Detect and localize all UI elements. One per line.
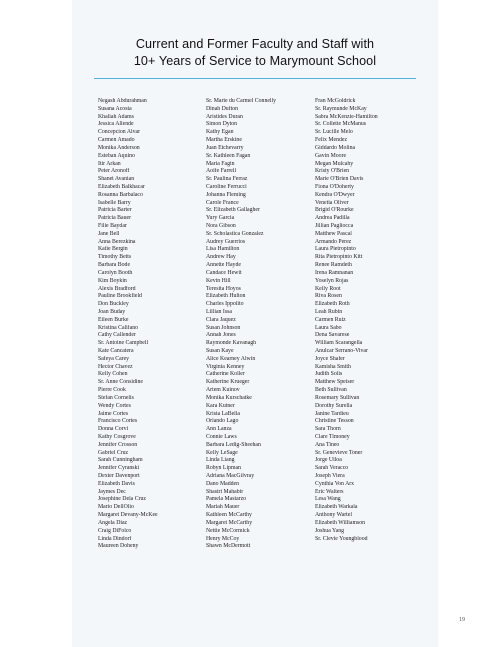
name-entry: Khaliah Adams [98,113,134,120]
name-entry: Timothy Betts [98,254,132,261]
names-column-2 [206,98,318,551]
name-entry: Renee Ramdeth [315,262,352,269]
name-entry: Kara Kutner [206,402,235,409]
name-entry: Jane Bell [98,230,120,237]
name-entry: Kate Cancatera [98,348,134,354]
name-entry: Elizabeth Warkala [315,504,358,511]
name-entry: Kelly Root [315,285,341,292]
name-entry: Kristina Califano [98,324,139,331]
name-entry: Kamisha Smith [315,363,351,370]
page-number: 19 [459,617,465,623]
name-entry: Isabelle Barry [98,199,131,206]
name-entry: Susana Acosta [98,105,132,112]
name-entry: Carmen Ruiz [315,316,346,323]
name-entry: Annah Jones [206,332,236,339]
name-entry: Connie Laws [206,433,237,440]
name-entry: Shanet Avanian [98,176,135,183]
name-entry: Jennifer Crosson [98,441,138,448]
name-entry: Kathy Egan [206,129,234,136]
name-entry: Clara Jaquez [206,316,236,323]
name-entry: Raymonde Kavanagh [206,340,257,347]
name-entry: Annette Hayde [206,262,241,269]
name-entry: Patricia Bauer [98,215,131,222]
name-entry: Jennifer Cyranski [98,465,140,472]
name-entry: Virginia Kenney [206,363,245,370]
name-entry: Elizabeth Williamson [315,519,366,526]
name-entry: Katherine Krueger [206,379,250,386]
name-entry: Riva Rosen [315,293,342,300]
name-entry: Gavin Moore [315,152,347,159]
name-entry: Jessica Allende [98,121,134,128]
name-entry: Fran McGoldrick [315,98,356,104]
name-entry: Joan Buday [98,308,126,315]
name-entry: Monika Kurschatke [206,394,252,401]
name-entry: Safeya Carey [98,355,130,362]
name-entry: Katie Bergin [98,246,128,253]
name-entry: Peter Aronoff [98,168,130,175]
name-entry: Itir Arkan [98,160,121,167]
name-entry: Irena Ramnanan [315,269,354,276]
name-entry: Wendy Cortes [98,402,131,409]
name-entry: Angela Diaz [98,519,128,526]
name-entry: William Scarangella [315,340,363,347]
name-entry: Jaime Cortes [98,410,129,417]
name-entry: Juan Etchevarry [206,144,244,151]
name-entry: Pierre Cook [98,387,126,394]
name-entry: Sabra McKenzie-Hamilton [315,113,378,120]
name-entry: Yoselyn Rojas [315,277,349,284]
name-entry: Mariah Mauer [206,504,240,511]
title-line-1: Current and Former Faculty and Staff with [135,37,375,51]
name-entry: Krista LaBella [206,410,240,417]
name-entry: Judith Solis [315,371,343,378]
name-entry: Henry McCoy [206,535,240,542]
name-entry: Ana Tineo [315,441,340,448]
names-column-3 [315,98,427,543]
name-entry: Sr. Marie du Carmel Connelly [206,98,277,104]
name-entry: Giddardo Molina [315,144,356,151]
name-entry: Pauline Brookfield [98,293,142,300]
name-entry: Filie Baydar [98,223,127,229]
name-entry: Linda Dindorf [98,535,132,542]
name-entry: Anna Berezkina [98,238,136,245]
name-entry: Candace Hewit [206,269,242,276]
name-entry: Maureen Doheny [98,543,139,550]
name-entry: Laura Sabo [315,324,342,331]
name-entry: Yury Garcia [206,215,235,222]
name-entry: Sr. Clevie Youngblood [315,535,368,542]
name-entry: Linda Liang [206,457,235,464]
name-entry: Alexis Bradford [98,285,136,292]
name-entry: Sr. Kathleen Fagan [206,152,251,159]
name-entry: Kelly Cohen [98,371,128,378]
name-entry: Barbara Bode [98,262,131,269]
name-entry: Shastri Mahabir [206,488,244,495]
name-entry: Lillian Issa [206,308,232,315]
name-entry: Adriana MacGilvray [206,473,255,479]
name-entry: Susan Kaye [206,348,234,354]
name-entry: Gabriel Cruz [98,449,129,456]
name-entry: Charles Ippolito [206,301,244,308]
name-entry: Donna Corvi [98,426,129,433]
name-entry: Fiona O'Doherty [315,183,354,190]
name-entry: Cathy Callender [98,332,136,339]
name-entry: Dano Madden [206,480,240,487]
name-entry: Sr. Raymunde McKay [315,105,367,112]
name-entry: Marie O'Brien Davis [315,176,364,183]
name-entry: Andrea Padilla [315,215,350,222]
names-column-1 [98,98,210,551]
name-entry: Sr. Antoine Campbell [98,340,149,347]
name-entry: Jillian Pagliocca [315,223,354,229]
name-entry: Venetia Oliver [315,199,349,206]
name-entry: Rosemary Sullivan [315,394,360,401]
name-entry: Joseph Viera [315,473,345,479]
name-entry: Elizabeth Balkhacar [98,183,145,190]
name-entry: Elizabeth Hulton [206,293,246,300]
name-entry: Barbara Ledig-Sheehan [206,441,261,448]
name-entry: Kelly LeSage [206,449,238,456]
name-entry: Matthew Pascal [315,230,352,237]
name-entry: Robyn Lipman [206,465,241,472]
name-entry: Sara Thorn [315,426,341,433]
name-entry: Shawn McDermott [206,543,251,550]
name-entry: Joshua Yang [315,527,344,534]
name-entry: Felix Mendez [315,137,348,144]
name-entry: Cynthia Von Arx [315,480,355,487]
name-entry: Francisco Cortes [98,418,138,425]
name-entry: Orlando Lago [206,418,239,425]
name-entry: Kim Boykin [98,277,127,284]
name-entry: Ann Lanza [206,426,232,433]
name-entry: Esteban Aquino [98,152,135,159]
name-entry: Pamela Mastarzo [206,496,247,503]
name-entry: Janine Tardieu [315,410,349,417]
name-entry: Alice Kearney Alwin [206,355,256,362]
name-entry: Aoife Farrell [206,168,237,175]
name-entry: Susan Johnson [206,324,241,331]
name-entry: Leah Rubin [315,308,343,315]
name-entry: Sr. Scholastica Gonzalez [206,230,264,237]
name-entry: Mario DellOlio [98,504,134,511]
name-entry: Craig DiFolco [98,527,132,534]
name-entry: Monika Anderson [98,144,140,151]
name-entry: Johanna Fleming [206,191,246,198]
name-entry: Patricia Barter [98,207,132,214]
name-entry: Margaret Devany-McKee [98,512,158,519]
name-entry: Audrey Guerrios [206,238,246,245]
title-line-2: 10+ Years of Service to Marymount School [133,54,377,68]
name-entry: Elizabeth Roth [315,301,350,308]
name-entry: Artem Kuinov [206,387,240,394]
name-entry: Clare Timoney [315,433,350,440]
name-entry: Brigid O'Rourke [315,207,354,214]
name-entry: Dorothy Surella [315,402,353,409]
name-entry: Sarah Veracco [315,465,349,472]
name-entry: Concepcion Alvar [98,129,141,136]
name-entry: Dexter Davenport [98,473,140,479]
name-entry: Teresita Hoyos [206,285,241,292]
name-entry: Kendra O'Dwyer [315,191,355,198]
name-entry: Kathleen McCarthy [206,512,252,519]
name-entry: Catherine Koller [206,371,245,378]
name-entry: Laura Pietropinto [315,246,356,253]
name-entry: Sr. Collette McManus [315,121,367,128]
name-entry: Anulcar Serrano-Vivar [315,348,368,354]
name-entry: Negash Abdurahman [98,98,147,104]
name-entry: Kristy O'Brien [315,168,350,175]
name-entry: Nettie McCormick [206,527,250,534]
name-entry: Armando Perez [315,238,352,245]
name-entry: Lesa Wang [315,496,341,503]
name-entry: Eric Walters [315,488,344,495]
name-entry: Sarah Cunningham [98,457,143,464]
name-entry: Hector Chavez [98,363,133,370]
name-entry: Lisa Hamilton [206,246,240,253]
name-entry: Josephine Dela Cruz [98,496,146,503]
name-entry: Carmen Amado [98,137,135,144]
name-entry: Joyce Shafer [315,355,345,362]
name-entry: Margaret McCarthy [206,519,253,526]
name-entry: Jaymes Dec [98,488,126,495]
name-entry: Caroline Ferrucci [206,183,247,190]
name-entry: Carolyn Booth [98,269,133,276]
name-entry: Rita Pietropinto Kitt [315,254,363,261]
name-entry: Rosanna Barbalaco [98,191,143,198]
name-entry: Nora Gibson [206,223,236,229]
name-entry: Aristides Duran [206,113,243,120]
name-entry: Dena Savarese [315,332,350,339]
name-entry: Sr. Elizabeth Gallagher [206,207,260,214]
page-title [72,36,438,70]
name-entry: Eileen Burke [98,316,129,323]
name-entry: Jorge Ulloa [315,457,342,464]
name-entry: Sr. Paulina Ferraz [206,176,248,183]
name-entry: Anthony Wartel [315,512,352,519]
name-entry: Kevin Hill [206,277,231,284]
name-entry: Martha Erskine [206,137,242,144]
name-entry: Beth Sullivan [315,387,347,394]
name-entry: Dinah Dufton [206,105,239,112]
name-entry: Kathy Cosgrove [98,433,136,440]
title-divider [94,78,416,79]
name-entry: Sr. Anne Considine [98,379,143,386]
name-entry: Stefan Cornelis [98,394,134,401]
name-entry: Christine Tesson [315,418,354,425]
name-entry: Megan Mulcahy [315,160,354,167]
name-entry: Sr. Lucille Melo [315,129,353,136]
name-entry: Carole France [206,199,239,206]
name-entry: Maria Fagin [206,160,235,167]
name-entry: Simon Dyton [206,121,238,128]
name-entry: Sr. Genevieve Toner [315,449,363,456]
name-entry: Don Buckley [98,301,129,308]
name-entry: Andrew Hay [206,254,236,261]
name-entry: Matthew Speiser [315,379,355,386]
name-entry: Elizabeth Davis [98,480,135,487]
